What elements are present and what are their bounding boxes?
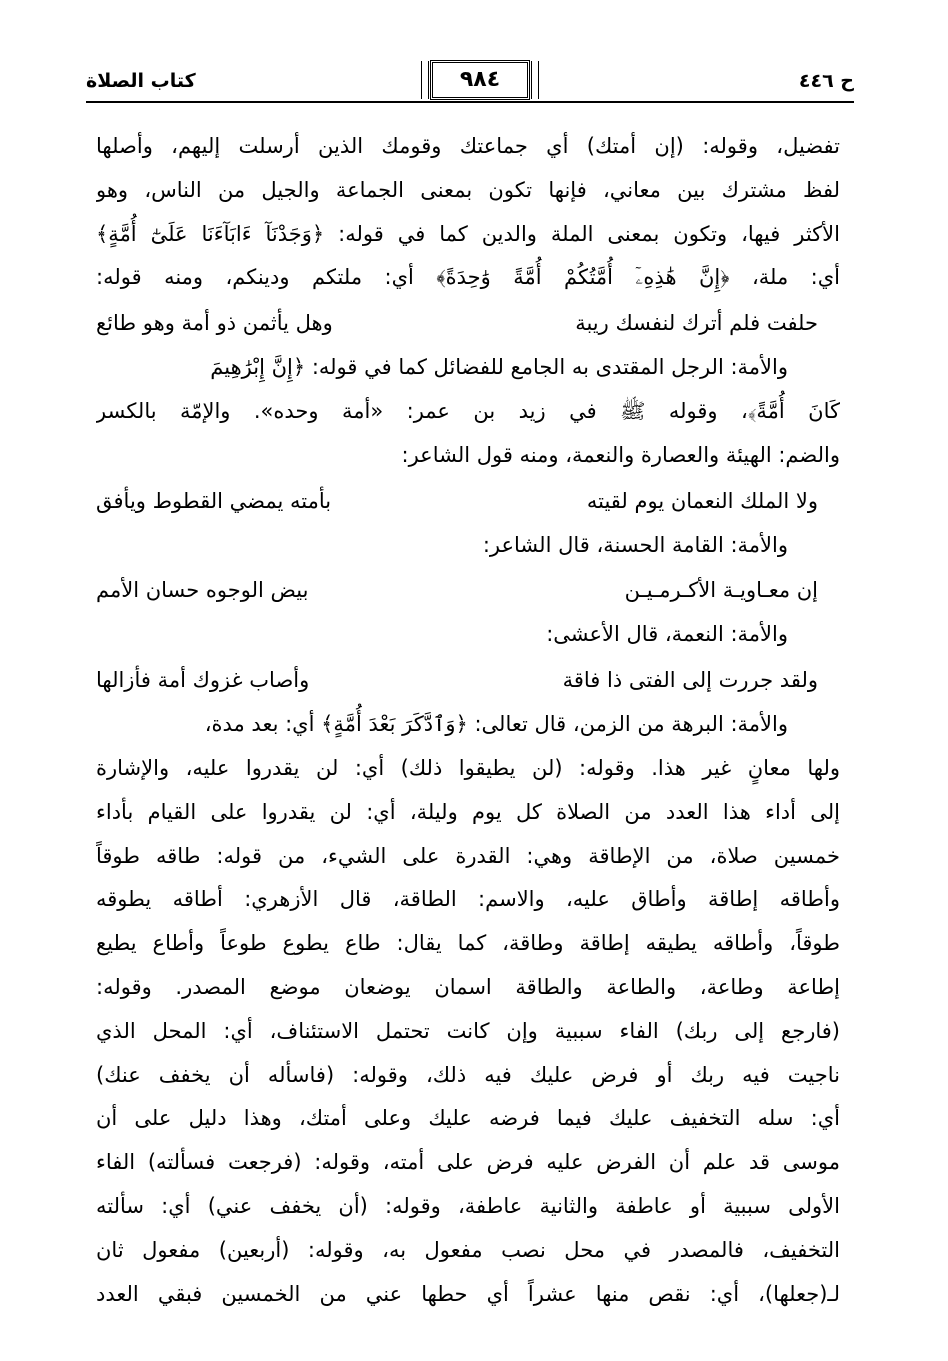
text-line: إلى أداء هذا العدد من الصلاة كل يوم وليلة، أي: لن يقدروا على القيام بأداء bbox=[96, 799, 840, 824]
page-number: ٩٨٤ bbox=[459, 67, 501, 92]
verse-second-hemistich: بيض الوجوه حسان الأمم bbox=[96, 578, 309, 603]
verse-first-hemistich: إن معـاويـة الأكـرمـيـن bbox=[624, 578, 818, 603]
poetry-verse bbox=[96, 657, 840, 703]
page-number-box bbox=[430, 60, 530, 100]
poetry-verse bbox=[96, 567, 840, 613]
text-line: (فارجع إلى ربك) الفاء سببية وإن كانت تحتمل الاستئناف، أي: المحل الذي bbox=[96, 1018, 840, 1043]
text-line: كَانَ أُمَّةً﴾، وقوله ﷺ في زيد بن عمر: «أمة وحده». والإمّة بالكسر bbox=[96, 398, 840, 423]
verse-first-hemistich: حلفت فلم أترك لنفسك ريبة bbox=[575, 311, 818, 336]
text-line: والأمة: البرهة من الزمن، قال تعالى: ﴿وَٱدَّكَرَ بَعْدَ أُمَّةٍ﴾ أي: بعد مدة، bbox=[204, 712, 788, 737]
text-line: موسى قد علم أن الفرض عليه فرض على أمته، وقوله: (فرجعت فسألته) الفاء bbox=[96, 1150, 840, 1175]
verse-second-hemistich: وأصاب غزوك أمة فأزالها bbox=[96, 668, 310, 693]
verse-second-hemistich: وهل يأثمن ذو أمة وهو طائع bbox=[96, 311, 333, 336]
text-line: التخفيف، فالمصدر في محل نصب مفعول به، وقوله: (أربعين) مفعول ثان bbox=[96, 1237, 840, 1262]
poetry-verse bbox=[96, 300, 840, 346]
text-line: والأمة: القامة الحسنة، قال الشاعر: bbox=[482, 532, 788, 557]
page-header bbox=[86, 58, 854, 104]
text-line: طوقاً، وأطاقه يطيقه إطاقة وطاقة، كما يقال: طاع يطوع طوعاً وأطاع يطيع bbox=[96, 931, 840, 956]
verse-first-hemistich: ولا الملك النعمان يوم لقيته bbox=[586, 488, 818, 513]
text-line: والضم: الهيئة والعصارة والنعمة، ومنه قول الشاعر: bbox=[401, 442, 840, 467]
text-line: والأمة: الرجل المقتدى به الجامع للفضائل كما في قوله: ﴿إِنَّ إِبْرَٰهِيمَ bbox=[210, 355, 788, 380]
page-body bbox=[96, 125, 840, 1316]
text-line: لفظ مشترك بين معاني، فإنها تكون بمعنى الجماعة والجيل من الناس، وهو bbox=[96, 177, 840, 202]
text-line: الأكثر فيها، وتكون بمعنى الملة والدين كما في قوله: ﴿وَجَدْنَآ ءَابَآءَنَا عَلَىٰٓ أُمَّةٍ﴾ bbox=[96, 221, 840, 246]
text-line: خمسين صلاة، من الإطاقة وهي: القدرة على الشيء، من قوله: طاقه طوقاً bbox=[96, 843, 840, 868]
verse-second-hemistich: بأمته يمضي القطوط ويأفق bbox=[96, 488, 332, 513]
volume-page-label: ح ٤٤٦ bbox=[798, 70, 854, 92]
text-line: ناجيت فيه ربك أو فرض عليك فيه ذلك، وقوله: (فاسأله أن يخفف عنك) bbox=[96, 1062, 840, 1087]
text-line: أي: ملة، ﴿إِنَّ هَٰذِهِۦٓ أُمَّتُكُمْ أُمَّةً وَٰحِدَةً﴾ أي: ملتكم ودينكم، ومنه قوله: bbox=[96, 265, 840, 290]
text-line: إطاعة وطاعة، والطاعة والطاقة اسمان يوضعان موضع المصدر. وقوله: bbox=[96, 974, 840, 999]
header-rule bbox=[86, 101, 854, 103]
text-line: لـ(جعلها)، أي: نقص منها عشراً أي حطها عني من الخمسين فبقي العدد bbox=[96, 1281, 840, 1306]
text-line: تفضيل، وقوله: (إن أمتك) أي جماعتك وقومك الذين أرسلت إليهم، وأصلها bbox=[96, 134, 840, 158]
book-title: كتاب الصلاة bbox=[86, 70, 196, 92]
text-line: الأولى سببية أو عاطفة والثانية عاطفة، وقوله: (أن يخفف عني) أي: سألته bbox=[96, 1193, 840, 1218]
text-line: والأمة: النعمة، قال الأعشى: bbox=[546, 622, 788, 647]
text-line: وأطاقه إطاقة وأطاق عليه، والاسم: الطاقة، قال الأزهري: أطاقه يطوقه bbox=[96, 887, 840, 912]
poetry-verse bbox=[96, 478, 840, 524]
verse-first-hemistich: ولقد جررت إلى الفتى ذا فاقة bbox=[562, 668, 818, 693]
text-line: ولها معانٍ غير هذا. وقوله: (لن يطيقوا ذلك) أي: لن يقدروا عليه، والإشارة bbox=[96, 755, 840, 780]
text-line: أي: سله التخفيف عليك فيما فرضه عليك وعلى أمتك، وهذا دليل على أن bbox=[96, 1106, 840, 1131]
